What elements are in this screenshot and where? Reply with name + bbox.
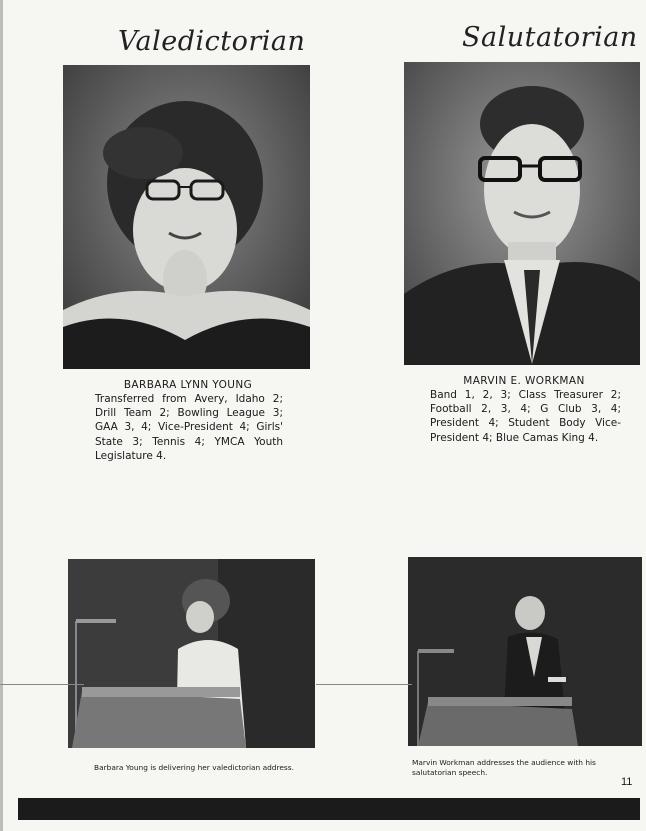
valedictorian-heading: Valedictorian	[118, 26, 306, 57]
page-number: 11	[621, 776, 633, 788]
valedictorian-caption: Barbara Young is delivering her valedictorian address.	[94, 763, 294, 772]
salutatorian-name: MARVIN E. WORKMAN	[463, 375, 585, 387]
salutatorian-portrait	[404, 62, 640, 365]
salutatorian-heading: Salutatorian	[462, 22, 638, 53]
scan-edge-bar	[18, 798, 640, 820]
valedictorian-name: BARBARA LYNN YOUNG	[123, 379, 253, 391]
salutatorian-caption: Marvin Workman addresses the audience with his salutatorian speech.	[412, 758, 596, 777]
valedictorian-portrait	[63, 65, 310, 369]
salutatorian-speech-photo	[408, 557, 642, 746]
scan-line-mid	[316, 684, 412, 685]
valedictorian-bio: Transferred from Avery, Idaho 2; Drill Team 2; Bowling League 3; GAA 3, 4; Vice-President 4; Girls' State 3; Tennis 4; YMCA Youth Legislature 4.	[95, 393, 283, 462]
valedictorian-speech-photo	[68, 559, 315, 748]
salutatorian-bio: Band 1, 2, 3; Class Treasurer 2; Football 2, 3, 4; G Club 3, 4; President 4; Student Body Vice-President 4; Blue Camas King 4.	[430, 389, 621, 444]
page-edge	[0, 0, 3, 831]
scan-line-left	[0, 684, 84, 685]
